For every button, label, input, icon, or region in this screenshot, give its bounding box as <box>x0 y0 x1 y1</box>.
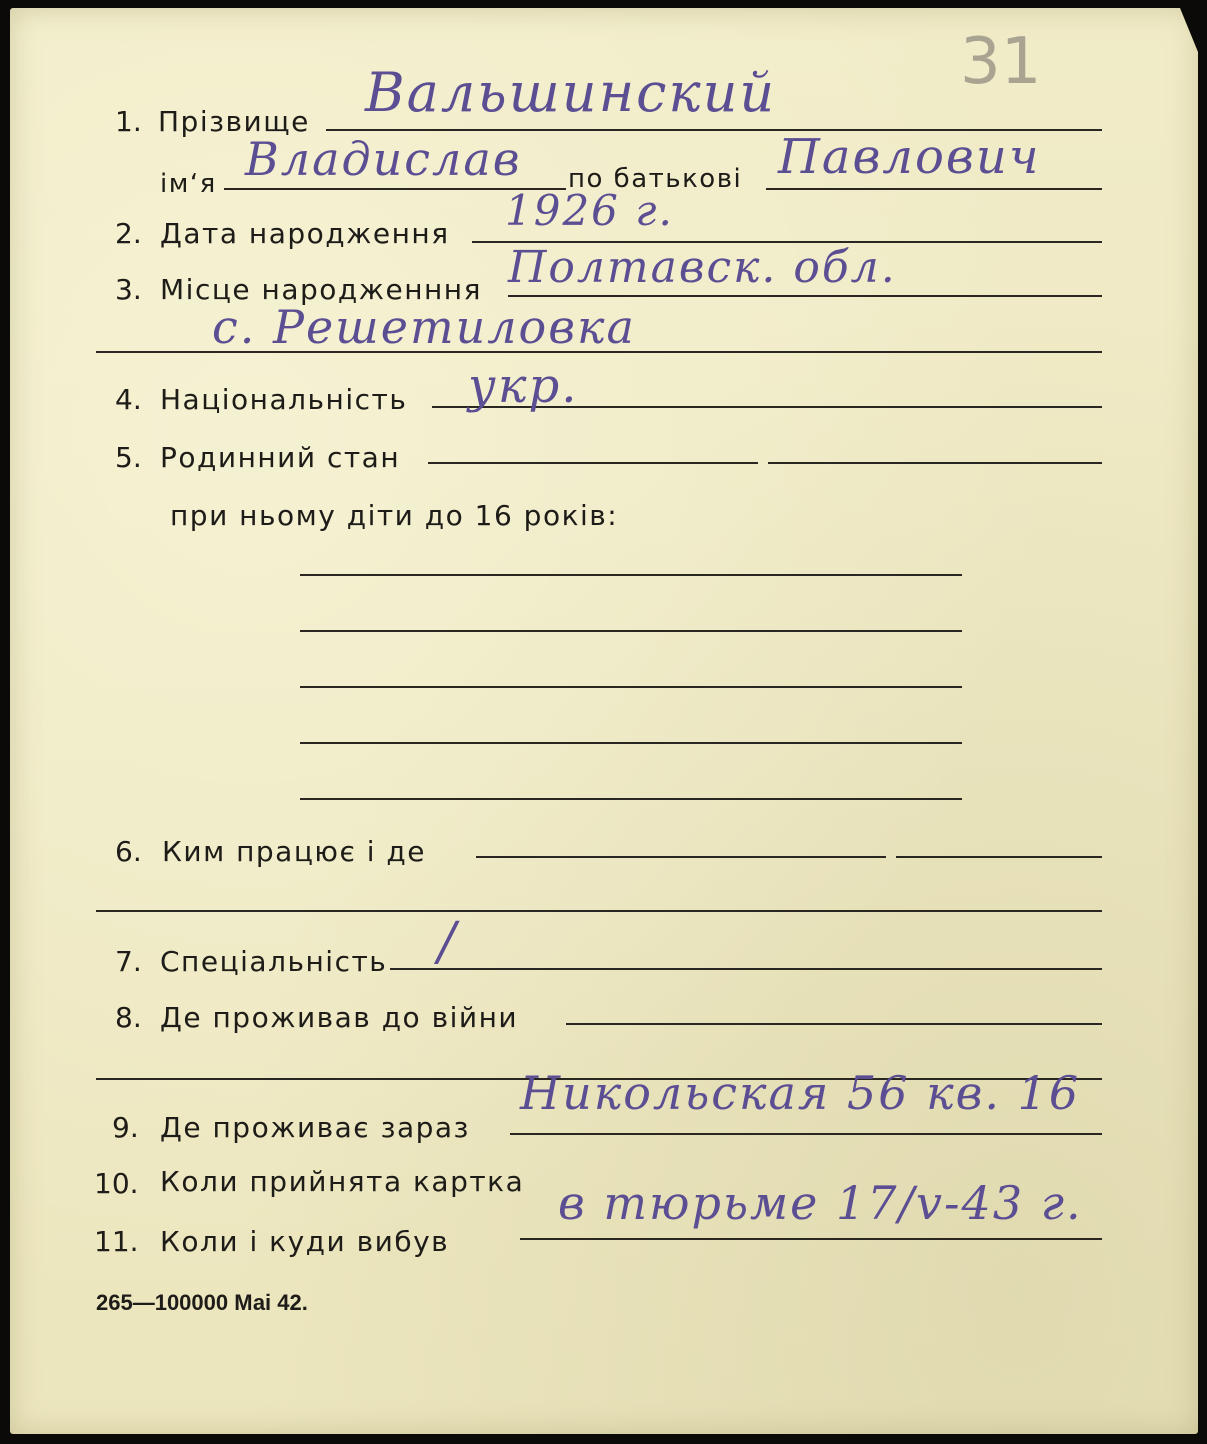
work-line-2 <box>96 910 1102 912</box>
specialty-label: Спеціальність <box>160 945 388 978</box>
name-label: ім‘я <box>160 169 217 199</box>
nationality-label: Національність <box>160 383 408 416</box>
print-code: 265—100000 Маі 42. <box>96 1290 308 1315</box>
field-4-number: 4. <box>115 383 142 416</box>
field-9-number: 9. <box>112 1111 139 1144</box>
specialty-line <box>390 968 1102 970</box>
birth-place-value: Полтавск. обл. <box>508 242 897 293</box>
field-11-number: 11. <box>94 1225 139 1258</box>
field-7-number: 7. <box>115 945 142 978</box>
surname-value: Вальшинский <box>365 61 777 124</box>
child-3-line <box>300 686 962 688</box>
current-residence-value: Никольская 56 кв. 16 <box>520 1066 1081 1120</box>
departure-value: в тюрьме 17/v-43 г. <box>558 1176 1083 1230</box>
birth-date-value: 1926 г. <box>505 186 674 235</box>
card-corner <box>1180 8 1198 52</box>
prewar-residence-label: Де проживав до війни <box>160 1001 519 1034</box>
birth-place-value-2: с. Решетиловка <box>212 300 636 354</box>
marital-status-label: Родинний стан <box>160 441 401 474</box>
birth-date-label: Дата народження <box>160 217 450 250</box>
current-residence-line <box>510 1133 1102 1135</box>
work-line-b <box>896 856 1102 858</box>
field-5-number: 5. <box>115 441 142 474</box>
departure-label: Коли і куди вибув <box>160 1225 450 1258</box>
field-2-number: 2. <box>115 217 142 250</box>
current-residence-label: Де проживає зараз <box>160 1111 470 1144</box>
specialty-value: / <box>438 912 458 972</box>
surname-label: Прізвище <box>158 105 310 138</box>
patronymic-value: Павлович <box>778 129 1041 185</box>
field-6-number: 6. <box>115 835 142 868</box>
work-label: Ким працює і де <box>162 835 426 868</box>
name-value: Владислав <box>245 132 522 186</box>
birth-place-label: Місце народженння <box>160 273 482 306</box>
patronymic-line <box>766 188 1102 190</box>
field-8-number: 8. <box>115 1001 142 1034</box>
children-label: при ньому діти до 16 років: <box>170 499 619 532</box>
marital-status-line-a <box>428 462 758 464</box>
card-accepted-label: Коли прийнята картка <box>160 1165 525 1198</box>
archive-number: 31 <box>960 25 1042 99</box>
registration-card <box>10 8 1198 1434</box>
child-5-line <box>300 798 962 800</box>
prewar-residence-line <box>566 1023 1102 1025</box>
departure-line <box>520 1238 1102 1240</box>
child-1-line <box>300 574 962 576</box>
child-4-line <box>300 742 962 744</box>
work-line-a <box>476 856 886 858</box>
child-2-line <box>300 630 962 632</box>
birth-place-line <box>508 295 1102 297</box>
marital-status-line-b <box>768 462 1102 464</box>
field-10-number: 10. <box>94 1167 139 1200</box>
patronymic-label: по батькові <box>568 164 743 194</box>
nationality-value: укр. <box>468 358 579 414</box>
field-1-number: 1. <box>115 105 142 138</box>
field-3-number: 3. <box>115 273 142 306</box>
